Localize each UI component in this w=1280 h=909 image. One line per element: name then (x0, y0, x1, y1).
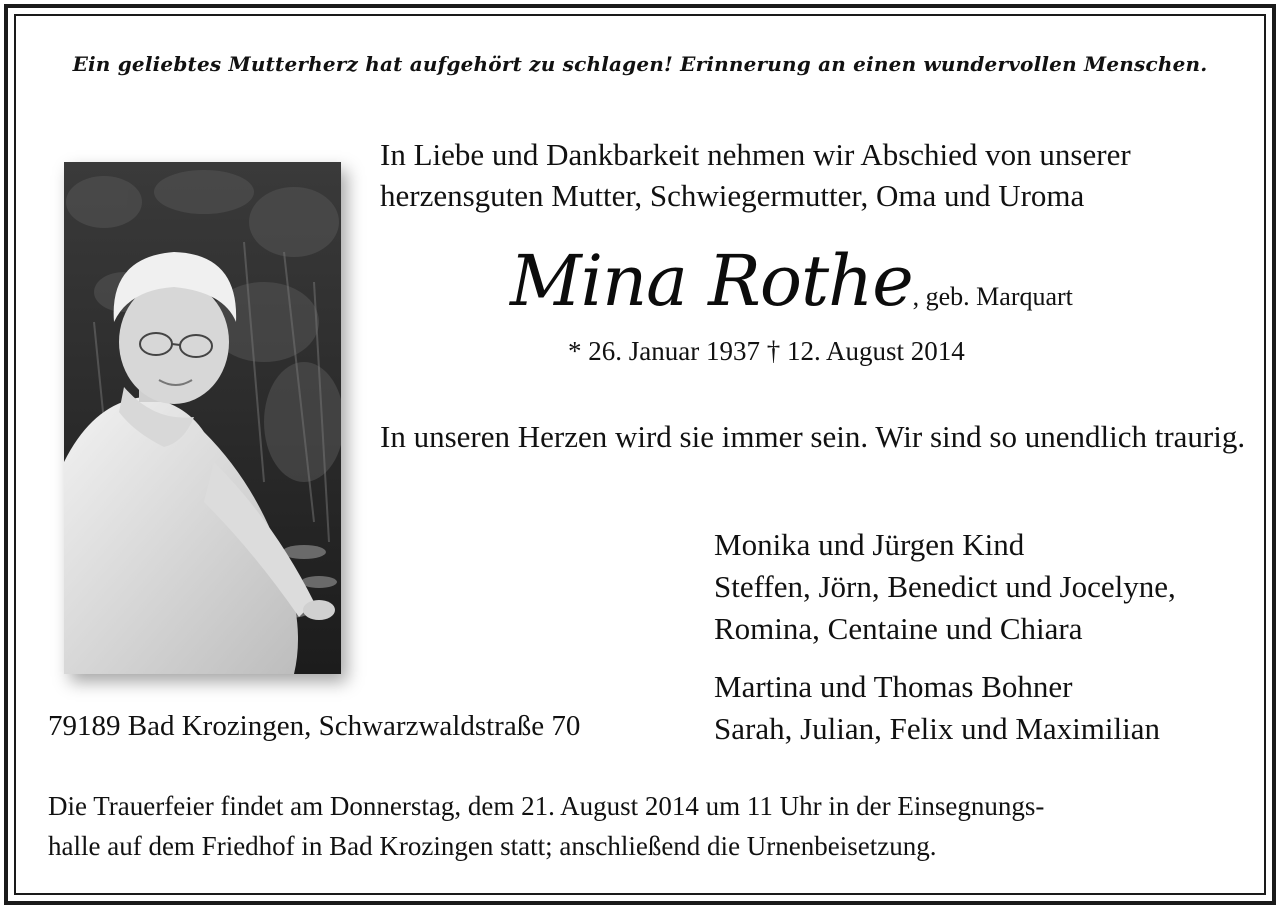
deceased-name-row (510, 240, 1210, 322)
family-address: 79189 Bad Krozingen, Schwarzwaldstraße 70 (48, 710, 581, 742)
memorial-quote: In unseren Herzen wird sie immer sein. Wir sind so unendlich traurig. (380, 419, 1246, 454)
mourner-line: Martina und Thomas Bohner (714, 669, 1073, 704)
motto-line: Ein geliebtes Mutterherz hat aufgehört zu schlagen! Erinnerung an einen wundervollen Menschen. (72, 52, 1208, 76)
portrait-photo (64, 162, 341, 674)
funeral-notice-line: Die Trauerfeier findet am Donnerstag, dem 21. August 2014 um 11 Uhr in der Einsegnungs- (48, 791, 1045, 821)
maiden-name: , geb. Marquart (912, 282, 1073, 311)
funeral-notice (48, 786, 1248, 866)
life-dates: * 26. Januar 1937 † 12. August 2014 (568, 336, 965, 366)
mourner-line: Romina, Centaine und Chiara (714, 611, 1083, 646)
mourner-line: Monika und Jürgen Kind (714, 527, 1025, 562)
deceased-name: Mina Rothe (510, 240, 913, 322)
mourners-group-1 (714, 524, 1254, 650)
mourner-line: Steffen, Jörn, Benedict und Jocelyne, (714, 569, 1176, 604)
mourners-group-2 (714, 666, 1254, 750)
portrait-photo-icon (64, 162, 341, 674)
mourner-line: Sarah, Julian, Felix und Maximilian (714, 711, 1161, 746)
intro-text: In Liebe und Dankbarkeit nehmen wir Abschied von unserer herzensguten Mutter, Schwiegermutter, Oma und Uroma (380, 137, 1131, 213)
funeral-notice-line: halle auf dem Friedhof in Bad Krozingen statt; anschließend die Urnenbeisetzung. (48, 831, 937, 861)
